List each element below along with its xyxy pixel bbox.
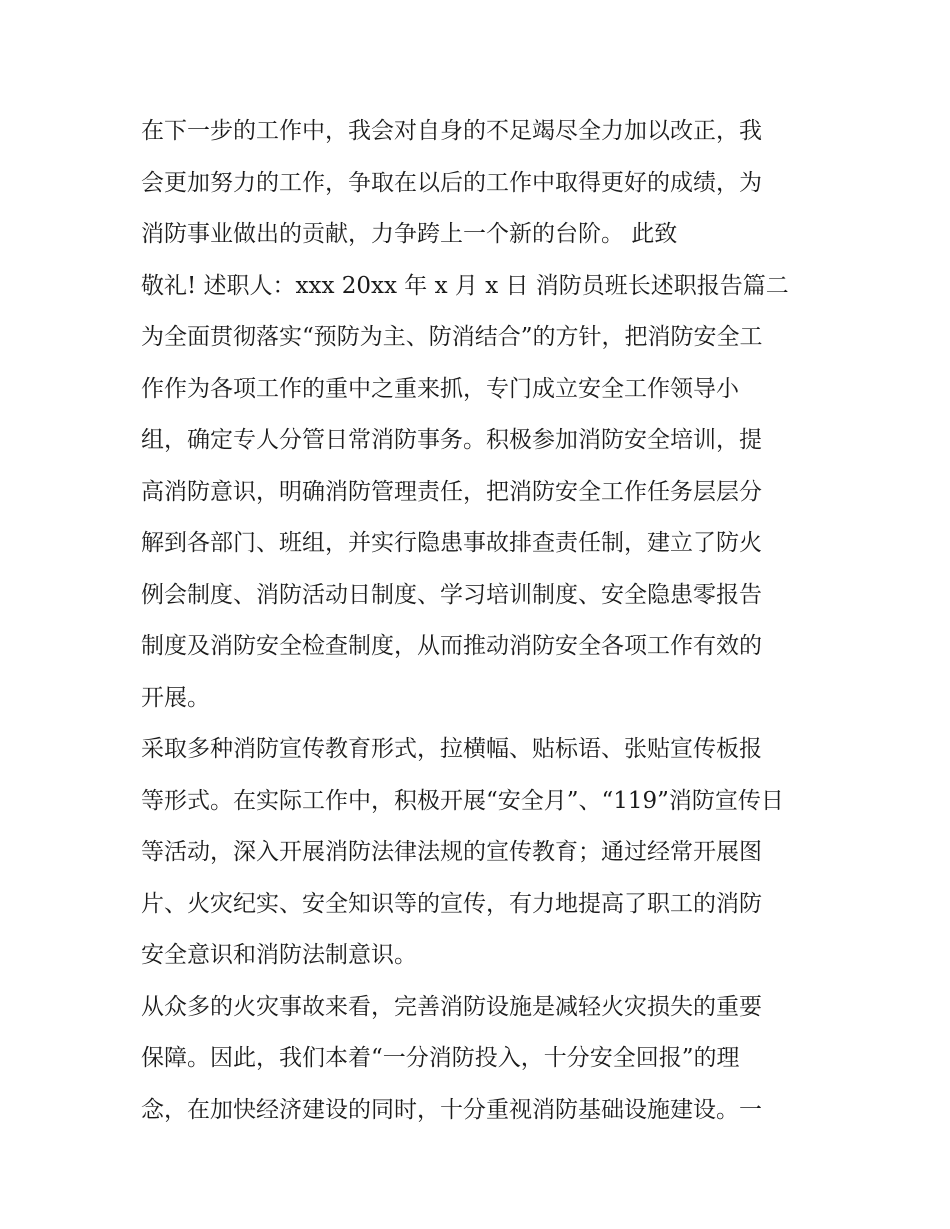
text-line: 组，确定专人分管日常消防事务。积极参加消防安全培训，提 <box>141 427 762 453</box>
text-line: 等形式。在实际工作中，积极开展“安全月”、“119”消防宣传日 <box>141 787 784 814</box>
text-line: 敬礼! 述职人：xxx 20xx 年 x 月 x 日 消防员班长述职报告篇二 <box>141 272 789 299</box>
text-line: 例会制度、消防活动日制度、学习培训制度、安全隐患零报告 <box>141 581 762 608</box>
text-line: 保障。因此，我们本着“一分消防投入，十分安全回报”的理 <box>141 1045 740 1071</box>
text-line: 制度及消防安全检查制度，从而推动消防安全各项工作有效的 <box>141 633 762 659</box>
text-line: 念，在加快经济建设的同时，十分重视消防基础设施建设。一 <box>141 1096 762 1123</box>
text-line: 开展。 <box>141 684 210 711</box>
text-line: 片、火灾纪实、安全知识等的宣传，有力地提高了职工的消防 <box>141 890 762 917</box>
text-line: 等活动，深入开展消防法律法规的宣传教育；通过经常开展图 <box>141 839 762 865</box>
text-line: 安全意识和消防法制意识。 <box>141 942 417 968</box>
text-line: 解到各部门、班组，并实行隐患事故排查责任制，建立了防火 <box>141 530 762 556</box>
body-text <box>141 106 821 1136</box>
text-line: 消防事业做出的贡献，力争跨上一个新的台阶。 此致 <box>141 221 678 247</box>
text-line: 在下一步的工作中，我会对自身的不足竭尽全力加以改正，我 <box>141 118 762 144</box>
text-line: 采取多种消防宣传教育形式，拉横幅、贴标语、张贴宣传板报 <box>141 736 762 762</box>
text-line: 从众多的火灾事故来看，完善消防设施是减轻火灾损失的重要 <box>141 993 762 1020</box>
text-line: 为全面贯彻落实“预防为主、防消结合”的方针，把消防安全工 <box>141 324 763 350</box>
text-line: 高消防意识，明确消防管理责任，把消防安全工作任务层层分 <box>141 478 762 505</box>
text-line: 作作为各项工作的重中之重来抓，专门成立安全工作领导小 <box>141 375 739 402</box>
text-line: 会更加努力的工作，争取在以后的工作中取得更好的成绩，为 <box>141 169 762 196</box>
